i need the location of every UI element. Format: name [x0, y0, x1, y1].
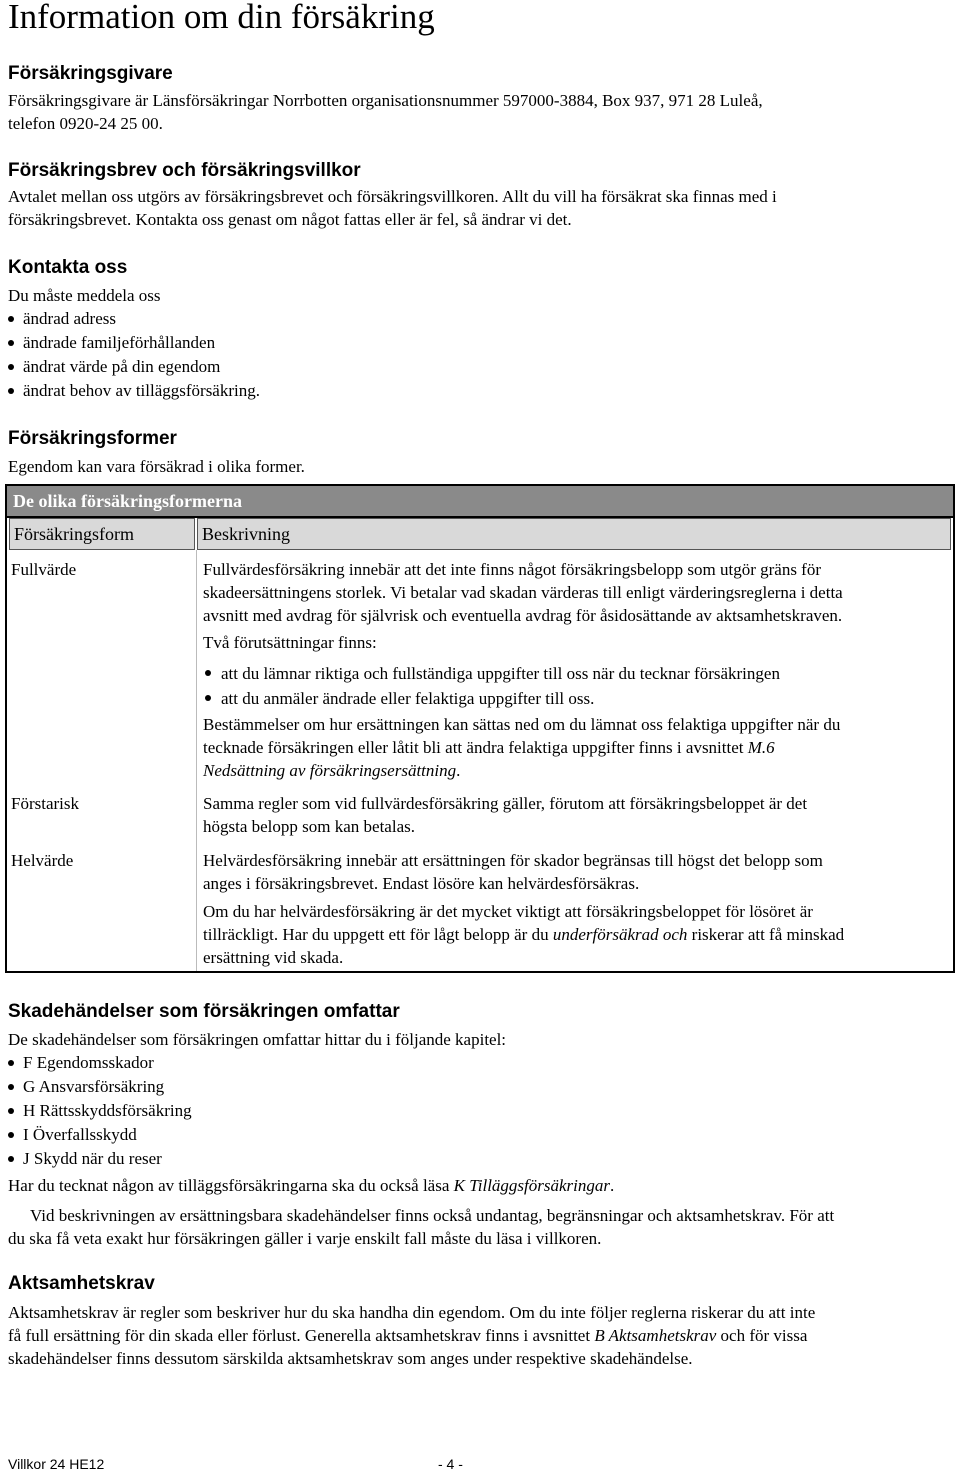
policy-text-line-1: Avtalet mellan oss utgörs av försäkringsbrevet och försäkringsvillkoren. Allt du vill ha försäkrat ska finnas med i: [8, 187, 777, 206]
events-note-line-2: du ska få veta exakt hur försäkringen gäller i varje enskilt fall måste du läsa i villkoren.: [8, 1229, 602, 1248]
section-reference: K Tilläggsförsäkringar: [453, 1176, 610, 1195]
list-item: ändrade familjeförhållanden: [8, 331, 260, 355]
row-fullvarde-desc-5: Bestämmelser om hur ersättningen kan sättas ned om du lämnat oss felaktiga uppgifter när du: [203, 715, 841, 734]
care-text-line-3: skadehändelser finns dessutom särskilda aktsamhetskrav som anges under respektive skadehändelse.: [8, 1349, 693, 1368]
column-divider: [196, 550, 197, 971]
list-item: G Ansvarsförsäkring: [8, 1075, 192, 1099]
list-item: att du anmäler ändrade eller felaktiga uppgifter till oss.: [203, 686, 780, 711]
list-item: H Rättsskyddsförsäkring: [8, 1099, 192, 1123]
row-fullvarde-desc-1: Fullvärdesförsäkring innebär att det inte finns något försäkringsbelopp som utgör gräns för: [203, 560, 822, 579]
section-reference: Nedsättning av försäkringsersättning: [203, 761, 457, 780]
footer-page-number: - 4 -: [438, 1456, 463, 1472]
list-item: ändrat värde på din egendom: [8, 355, 260, 379]
fullvarde-conditions-list: [203, 661, 780, 711]
row-forstarisk-form: Förstarisk: [11, 794, 79, 813]
column-header-form: Försäkringsform: [9, 518, 195, 550]
insurance-forms-table: [5, 484, 955, 973]
row-forstarisk-desc-2: högsta belopp som kan betalas.: [203, 817, 415, 836]
care-text-line-2: få full ersättning för din skada eller förlust. Generella aktsamhetskrav finns i avsnittet B Aktsamhetskrav och för vissa: [8, 1326, 808, 1345]
column-header-description: Beskrivning: [197, 518, 951, 550]
events-intro: De skadehändelser som försäkringen omfattar hittar du i följande kapitel:: [8, 1030, 507, 1049]
row-fullvarde-desc-3: avsnitt med avdrag för självrisk och eventuella avdrag för åsidosättande av aktsamhetskraven.: [203, 606, 843, 625]
row-helvarde-desc-4: tillräckligt. Har du uppgett ett för lågt belopp är du underförsäkrad och riskerar att få minskad: [203, 925, 845, 944]
table-caption: [7, 486, 953, 518]
contact-heading: Kontakta oss: [8, 257, 128, 278]
events-extra-text: Har du tecknat någon av tilläggsförsäkringarna ska du också läsa K Tilläggsförsäkringar.: [8, 1176, 615, 1195]
policy-heading: Försäkringsbrev och försäkringsvillkor: [8, 160, 361, 181]
row-helvarde-desc-2: anges i försäkringsbrevet. Endast lösöre kan helvärdesförsäkras.: [203, 874, 640, 893]
insurer-text-line-2: telefon 0920-24 25 00.: [8, 114, 163, 133]
row-helvarde-desc-1: Helvärdesförsäkring innebär att ersättningen för skador begränsas till högst det belopp som: [203, 851, 823, 870]
row-fullvarde-desc-4: Två förutsättningar finns:: [203, 633, 377, 652]
care-heading: Aktsamhetskrav: [8, 1273, 155, 1294]
contact-intro: Du måste meddela oss: [8, 286, 161, 305]
list-item: I Överfallsskydd: [8, 1123, 192, 1147]
row-forstarisk-desc-1: Samma regler som vid fullvärdesförsäkring gäller, förutom att försäkringsbeloppet är det: [203, 794, 808, 813]
events-heading: Skadehändelser som försäkringen omfattar: [8, 1001, 400, 1022]
section-reference: M.6: [747, 738, 775, 757]
events-chapter-list: [8, 1051, 192, 1171]
row-fullvarde-desc-6: tecknade försäkringen eller låtit bli att ändra felaktiga uppgifter finns i avsnittet M.6: [203, 738, 775, 757]
section-reference: B Aktsamhetskrav: [594, 1326, 717, 1345]
care-text-line-1: Aktsamhetskrav är regler som beskriver hur du ska handha din egendom. Om du inte följer reglerna riskerar du att inte: [8, 1303, 816, 1322]
footer-document-id: Villkor 24 HE12: [8, 1456, 105, 1472]
list-item: J Skydd när du reser: [8, 1147, 192, 1171]
row-fullvarde-desc-7: Nedsättning av försäkringsersättning.: [203, 761, 461, 780]
forms-intro: Egendom kan vara försäkrad i olika former.: [8, 457, 305, 476]
row-fullvarde-desc-2: skadeersättningens storlek. Vi betalar vad skadan värderas till enligt värderingsreglerna i detta: [203, 583, 843, 602]
table-caption-text: De olika försäkringsformerna: [13, 491, 242, 511]
contact-list: [8, 307, 260, 403]
row-helvarde-desc-3: Om du har helvärdesförsäkring är det mycket viktigt att försäkringsbeloppet för lösöret är: [203, 902, 813, 921]
list-item: F Egendomsskador: [8, 1051, 192, 1075]
policy-text-line-2: försäkringsbrevet. Kontakta oss genast om något fattas eller är fel, så ändrar vi det.: [8, 210, 572, 229]
page-title: Information om din försäkring: [8, 0, 435, 36]
list-item: att du lämnar riktiga och fullständiga uppgifter till oss när du tecknar försäkringen: [203, 661, 780, 686]
row-helvarde-form: Helvärde: [11, 851, 74, 870]
list-item: ändrat behov av tilläggsförsäkring.: [8, 379, 260, 403]
forms-heading: Försäkringsformer: [8, 428, 177, 449]
row-fullvarde-form: Fullvärde: [11, 560, 77, 579]
insurer-heading: Försäkringsgivare: [8, 63, 173, 84]
row-helvarde-desc-5: ersättning vid skada.: [203, 948, 344, 967]
insurer-text-line-1: Försäkringsgivare är Länsförsäkringar Norrbotten organisationsnummer 597000-3884, Box 937, 971 28 Luleå,: [8, 91, 763, 110]
list-item: ändrad adress: [8, 307, 260, 331]
events-note-line-1: Vid beskrivningen av ersättningsbara skadehändelser finns också undantag, begränsningar och aktsamhetskrav. För att: [30, 1206, 835, 1225]
